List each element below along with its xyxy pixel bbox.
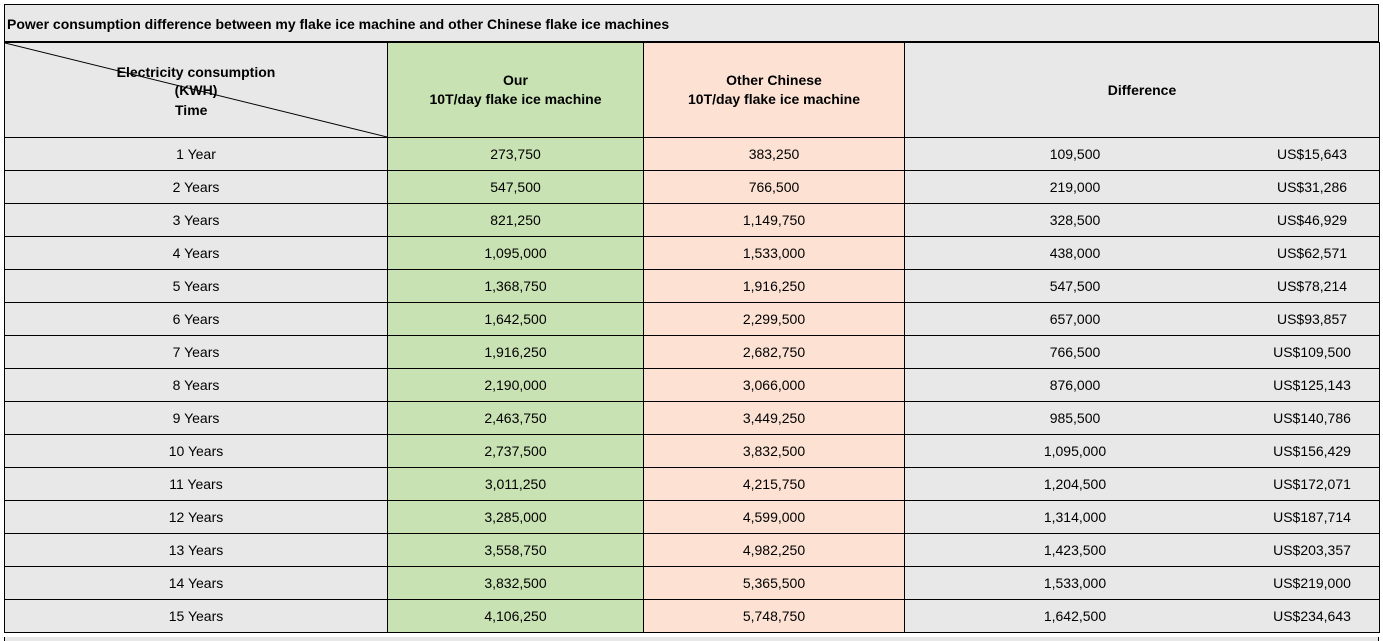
difference-kwh: 109,500 (1049, 146, 1101, 162)
difference-usd: US$219,000 (1273, 575, 1351, 591)
difference-cell[interactable] (905, 237, 1380, 270)
ours-kwh-cell[interactable]: 2,737,500 (388, 435, 644, 468)
header-row (5, 43, 1380, 138)
difference-cell[interactable] (905, 171, 1380, 204)
table-row (5, 336, 1380, 369)
ours-kwh-cell[interactable]: 1,368,750 (388, 270, 644, 303)
difference-values (905, 410, 1379, 426)
ours-kwh-cell[interactable]: 4,106,250 (388, 600, 644, 633)
time-cell[interactable]: 11 Years (5, 468, 388, 501)
difference-values (905, 608, 1379, 624)
ours-kwh-cell[interactable]: 1,916,250 (388, 336, 644, 369)
table-title[interactable]: Power consumption difference between my flake ice machine and other Chinese flake ice machines (4, 4, 1379, 42)
table-row (5, 435, 1380, 468)
other-kwh-cell[interactable]: 766,500 (644, 171, 905, 204)
time-cell[interactable]: 10 Years (5, 435, 388, 468)
ours-kwh-cell[interactable]: 821,250 (388, 204, 644, 237)
difference-kwh: 328,500 (1049, 212, 1101, 228)
difference-usd: US$203,357 (1273, 542, 1351, 558)
difference-values (905, 179, 1379, 195)
header-difference[interactable]: Difference (905, 43, 1380, 138)
difference-values (905, 443, 1379, 459)
ours-kwh-cell[interactable]: 3,011,250 (388, 468, 644, 501)
difference-kwh: 1,314,000 (1043, 509, 1107, 525)
table-row (5, 369, 1380, 402)
difference-values (905, 212, 1379, 228)
difference-values (905, 146, 1379, 162)
difference-usd: US$15,643 (1276, 146, 1348, 162)
difference-usd: US$109,500 (1273, 344, 1351, 360)
other-kwh-cell[interactable]: 3,449,250 (644, 402, 905, 435)
ours-kwh-cell[interactable]: 3,285,000 (388, 501, 644, 534)
difference-values (905, 344, 1379, 360)
time-cell[interactable]: 7 Years (5, 336, 388, 369)
other-kwh-cell[interactable]: 4,599,000 (644, 501, 905, 534)
time-cell[interactable]: 8 Years (5, 369, 388, 402)
difference-kwh: 657,000 (1049, 311, 1101, 327)
other-kwh-cell[interactable]: 4,982,250 (644, 534, 905, 567)
difference-usd: US$156,429 (1273, 443, 1351, 459)
ours-kwh-cell[interactable]: 3,832,500 (388, 567, 644, 600)
other-kwh-cell[interactable]: 2,299,500 (644, 303, 905, 336)
other-kwh-cell[interactable]: 3,066,000 (644, 369, 905, 402)
time-cell[interactable]: 5 Years (5, 270, 388, 303)
table-row (5, 171, 1380, 204)
difference-cell[interactable] (905, 468, 1380, 501)
difference-values (905, 377, 1379, 393)
other-kwh-cell[interactable]: 2,682,750 (644, 336, 905, 369)
difference-cell[interactable] (905, 567, 1380, 600)
difference-cell[interactable] (905, 402, 1380, 435)
difference-cell[interactable] (905, 600, 1380, 633)
header-consumption-label: Electricity consumption (KWH) (116, 64, 276, 98)
time-cell[interactable]: 1 Year (5, 138, 388, 171)
table-row (5, 501, 1380, 534)
table-footer-row (4, 637, 1379, 641)
header-other[interactable]: Other Chinese 10T/day flake ice machine (644, 43, 905, 138)
time-cell[interactable]: 4 Years (5, 237, 388, 270)
other-kwh-cell[interactable]: 4,215,750 (644, 468, 905, 501)
difference-kwh: 985,500 (1049, 410, 1101, 426)
difference-kwh: 547,500 (1049, 278, 1101, 294)
difference-values (905, 542, 1379, 558)
time-cell[interactable]: 14 Years (5, 567, 388, 600)
table-row (5, 303, 1380, 336)
difference-usd: US$172,071 (1273, 476, 1351, 492)
difference-kwh: 1,533,000 (1043, 575, 1107, 591)
table-body (5, 138, 1380, 633)
table-row (5, 237, 1380, 270)
difference-kwh: 219,000 (1049, 179, 1101, 195)
difference-cell[interactable] (905, 435, 1380, 468)
difference-usd: US$46,929 (1276, 212, 1348, 228)
time-cell[interactable]: 13 Years (5, 534, 388, 567)
difference-cell[interactable] (905, 336, 1380, 369)
difference-cell[interactable] (905, 303, 1380, 336)
difference-values (905, 311, 1379, 327)
difference-usd: US$125,143 (1273, 377, 1351, 393)
other-kwh-cell[interactable]: 1,149,750 (644, 204, 905, 237)
difference-usd: US$78,214 (1276, 278, 1348, 294)
comparison-table (4, 42, 1380, 633)
other-kwh-cell[interactable]: 5,748,750 (644, 600, 905, 633)
difference-kwh: 1,423,500 (1043, 542, 1107, 558)
difference-kwh: 1,642,500 (1043, 608, 1107, 624)
time-cell[interactable]: 15 Years (5, 600, 388, 633)
time-cell[interactable]: 2 Years (5, 171, 388, 204)
difference-cell[interactable] (905, 501, 1380, 534)
difference-values (905, 278, 1379, 294)
time-cell[interactable]: 12 Years (5, 501, 388, 534)
time-cell[interactable]: 3 Years (5, 204, 388, 237)
difference-usd: US$187,714 (1273, 509, 1351, 525)
ours-kwh-cell[interactable]: 2,463,750 (388, 402, 644, 435)
difference-cell[interactable] (905, 204, 1380, 237)
difference-cell[interactable] (905, 138, 1380, 171)
difference-values (905, 575, 1379, 591)
table-row (5, 270, 1380, 303)
difference-kwh: 766,500 (1049, 344, 1101, 360)
header-ours[interactable]: Our 10T/day flake ice machine (388, 43, 644, 138)
difference-values (905, 245, 1379, 261)
difference-values (905, 509, 1379, 525)
other-kwh-cell[interactable]: 5,365,500 (644, 567, 905, 600)
time-cell[interactable]: 6 Years (5, 303, 388, 336)
ours-kwh-cell[interactable]: 547,500 (388, 171, 644, 204)
table-row (5, 204, 1380, 237)
table-row (5, 468, 1380, 501)
other-kwh-cell[interactable]: 383,250 (644, 138, 905, 171)
ours-kwh-cell[interactable]: 3,558,750 (388, 534, 644, 567)
difference-usd: US$62,571 (1276, 245, 1348, 261)
difference-usd: US$140,786 (1273, 410, 1351, 426)
time-cell[interactable]: 9 Years (5, 402, 388, 435)
ours-kwh-cell[interactable]: 1,095,000 (388, 237, 644, 270)
difference-kwh: 1,204,500 (1043, 476, 1107, 492)
other-kwh-cell[interactable]: 1,916,250 (644, 270, 905, 303)
table-row (5, 534, 1380, 567)
table-row (5, 402, 1380, 435)
table-row (5, 567, 1380, 600)
ours-kwh-cell[interactable]: 1,642,500 (388, 303, 644, 336)
ours-kwh-cell[interactable]: 273,750 (388, 138, 644, 171)
difference-cell[interactable] (905, 534, 1380, 567)
ours-kwh-cell[interactable]: 2,190,000 (388, 369, 644, 402)
difference-cell[interactable] (905, 369, 1380, 402)
other-kwh-cell[interactable]: 1,533,000 (644, 237, 905, 270)
difference-kwh: 876,000 (1049, 377, 1101, 393)
difference-values (905, 476, 1379, 492)
difference-usd: US$93,857 (1276, 311, 1348, 327)
difference-usd: US$31,286 (1276, 179, 1348, 195)
difference-kwh: 438,000 (1049, 245, 1101, 261)
header-time-label: Time (175, 102, 208, 118)
other-kwh-cell[interactable]: 3,832,500 (644, 435, 905, 468)
difference-usd: US$234,643 (1273, 608, 1351, 624)
difference-kwh: 1,095,000 (1043, 443, 1107, 459)
table-row (5, 138, 1380, 171)
difference-cell[interactable] (905, 270, 1380, 303)
table-row (5, 600, 1380, 633)
header-corner-cell[interactable] (5, 43, 388, 138)
